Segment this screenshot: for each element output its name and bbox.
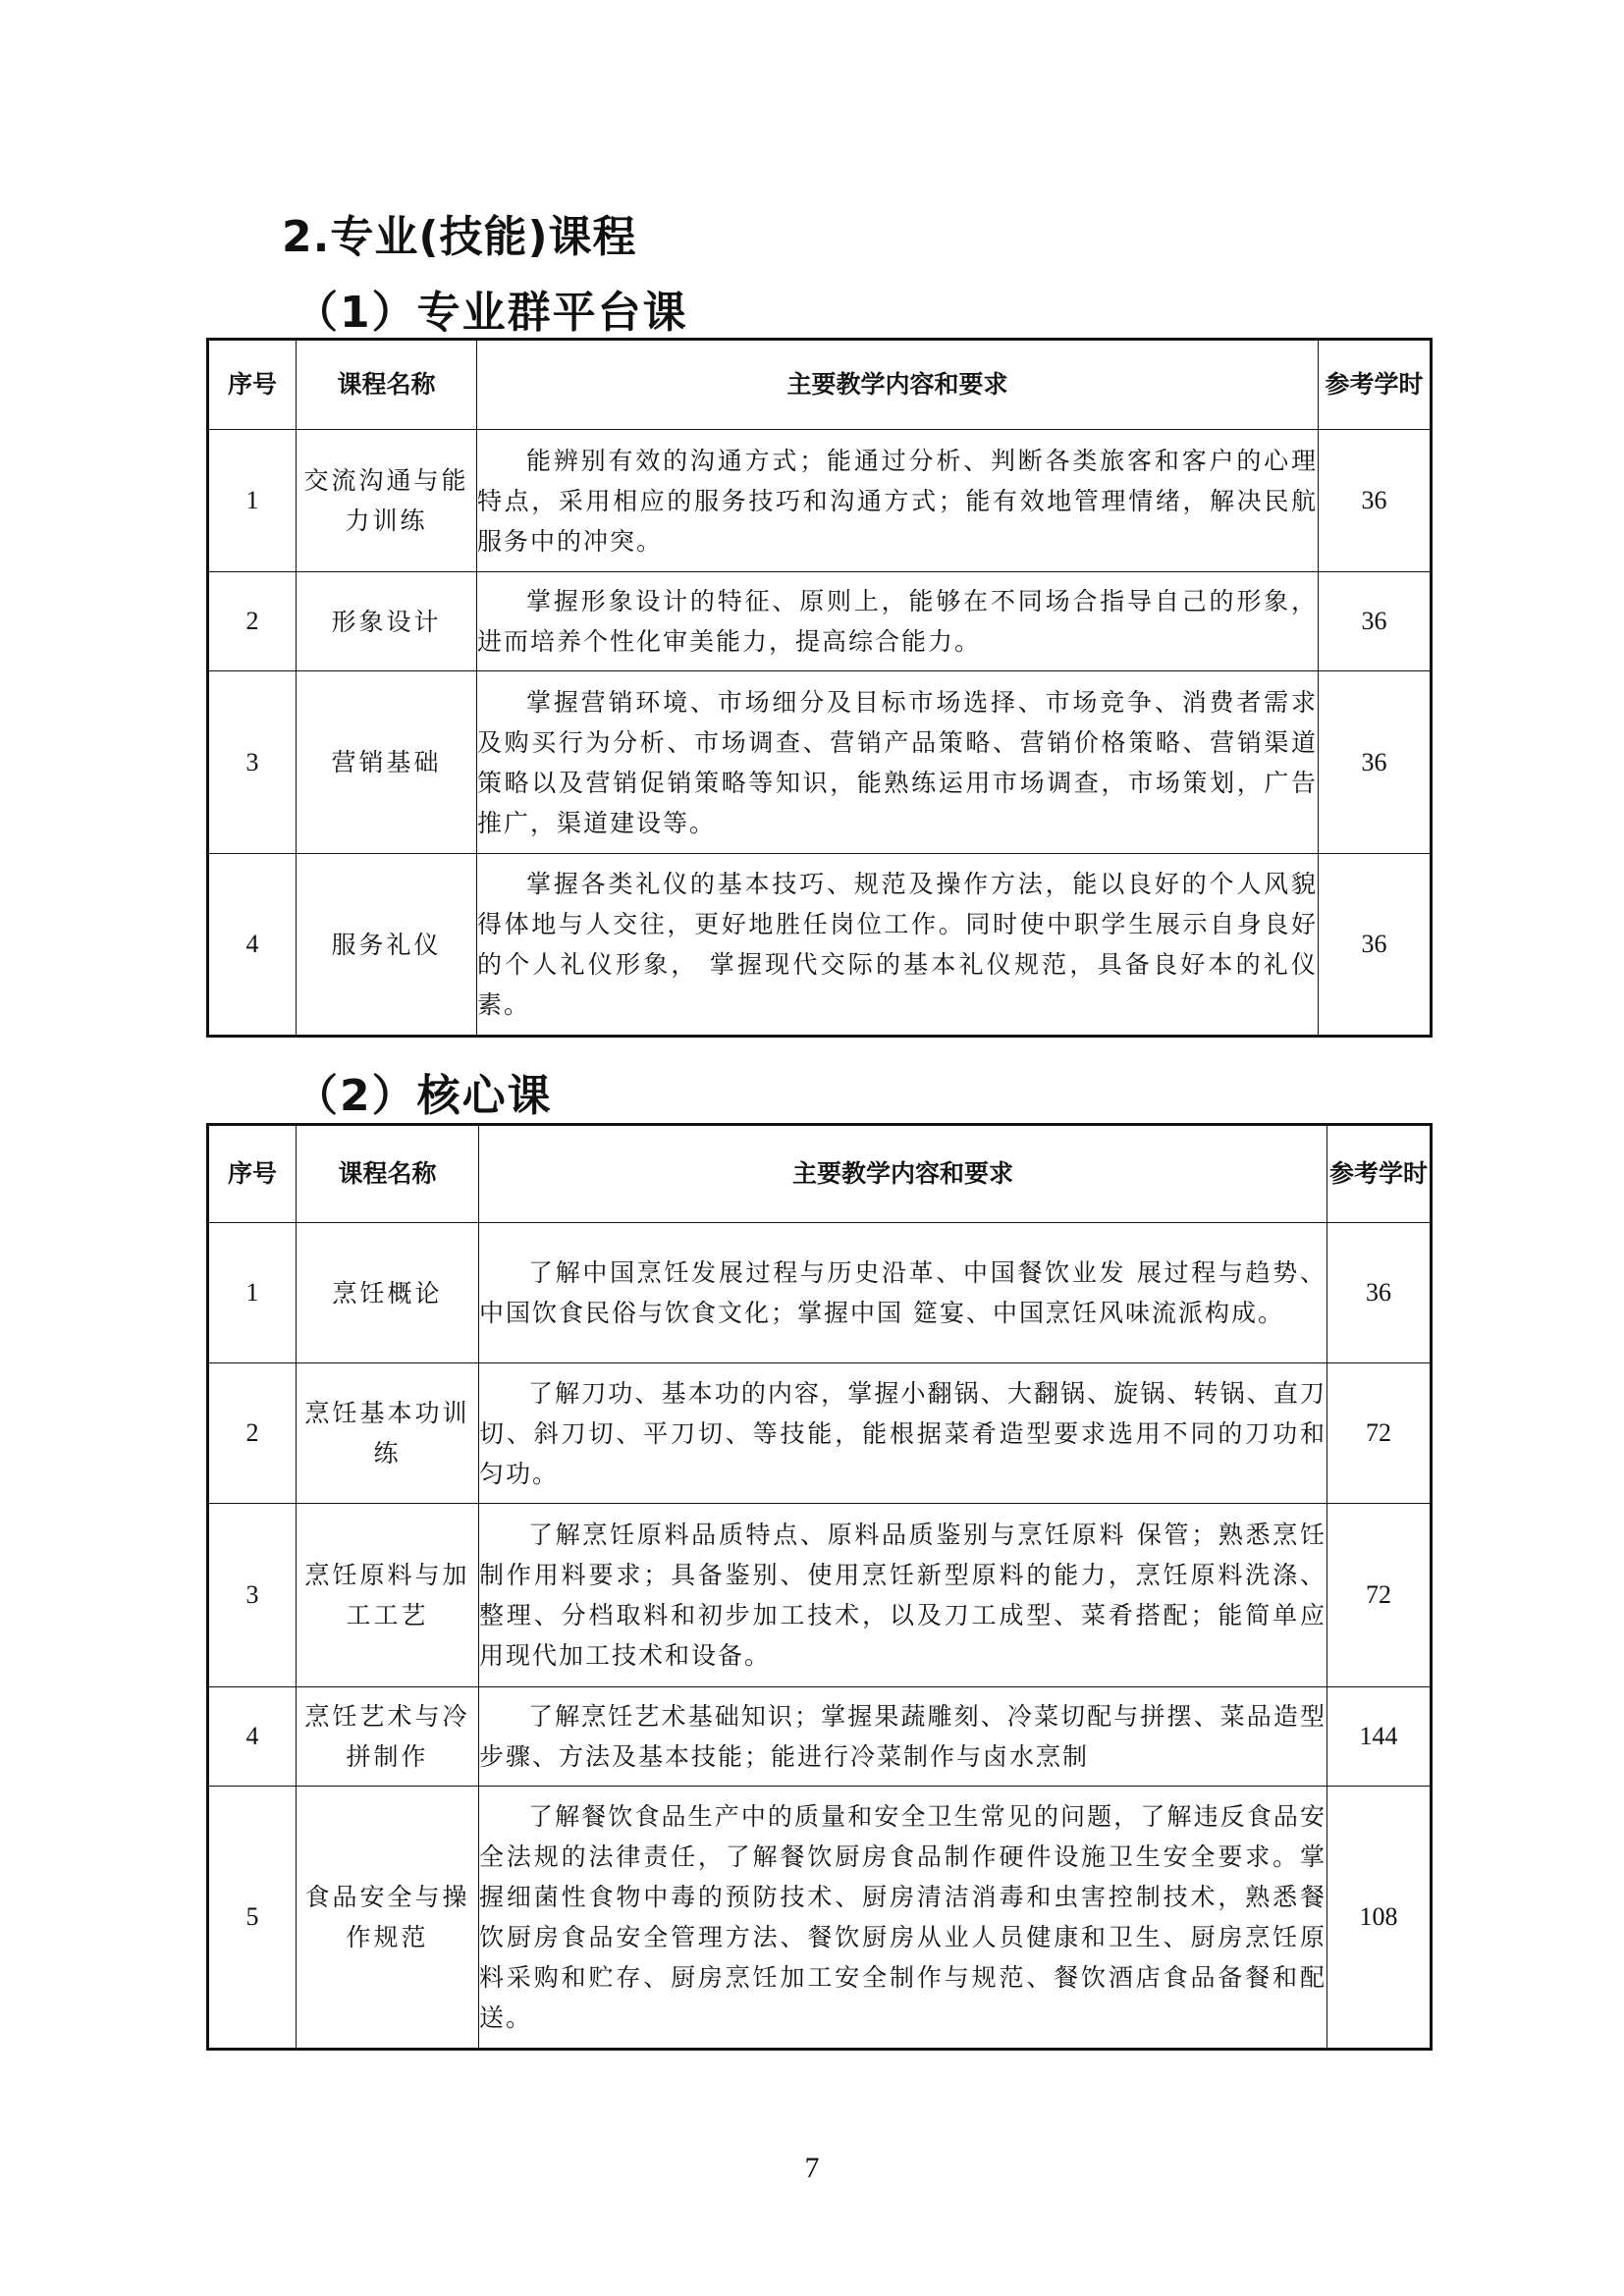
header-content: 主要教学内容和要求 bbox=[477, 340, 1319, 430]
table-row bbox=[208, 1687, 1432, 1787]
page-number: 7 bbox=[804, 2152, 820, 2184]
course-hours: 36 bbox=[1319, 671, 1432, 854]
course-hours: 144 bbox=[1327, 1687, 1432, 1787]
course-name: 交流沟通与能力训练 bbox=[297, 430, 477, 572]
course-content: 了解烹饪原料品质特点、原料品质鉴别与烹饪原料 保管；熟悉烹饪制作用料要求；具备鉴别、使用烹饪新型原料的能力，烹饪原料洗涤、整理、分档取料和初步加工技术，以及刀工成型、菜肴搭配；能简单应用现代加工技术和设备。 bbox=[479, 1504, 1327, 1687]
course-name: 烹饪原料与加工工艺 bbox=[297, 1504, 479, 1687]
subsection-title-platform: （1）专业群平台课 bbox=[295, 288, 688, 338]
course-content: 了解中国烹饪发展过程与历史沿革、中国餐饮业发 展过程与趋势、中国饮食民俗与饮食文化；掌握中国 筵宴、中国烹饪风味流派构成。 bbox=[479, 1223, 1327, 1363]
course-content: 了解餐饮食品生产中的质量和安全卫生常见的问题，了解违反食品安全法规的法律责任，了解餐饮厨房食品制作硬件设施卫生安全要求。掌握细菌性食物中毒的预防技术、厨房清洁消毒和虫害控制技术，熟悉餐饮厨房食品安全管理方法、餐饮厨房从业人员健康和卫生、厨房烹饪原料采购和贮存、厨房烹饪加工安全制作与规范、餐饮酒店食品备餐和配送。 bbox=[479, 1787, 1327, 2050]
subsection-title-core: （2）核心课 bbox=[295, 1071, 553, 1121]
row-number: 3 bbox=[208, 671, 297, 854]
row-number: 4 bbox=[208, 854, 297, 1037]
header-hours: 参考学时 bbox=[1319, 340, 1432, 430]
table-row bbox=[208, 430, 1432, 572]
course-content: 掌握各类礼仪的基本技巧、规范及操作方法，能以良好的个人风貌得体地与人交往，更好地胜任岗位工作。同时使中职学生展示自身良好的个人礼仪形象， 掌握现代交际的基本礼仪规范，具备良好本的礼仪素。 bbox=[477, 854, 1319, 1037]
header-name: 课程名称 bbox=[297, 340, 477, 430]
course-hours: 72 bbox=[1327, 1504, 1432, 1687]
header-name: 课程名称 bbox=[297, 1125, 479, 1223]
table-row bbox=[208, 671, 1432, 854]
row-number: 5 bbox=[208, 1787, 297, 2050]
row-number: 2 bbox=[208, 572, 297, 671]
table-row bbox=[208, 1363, 1432, 1504]
course-hours: 36 bbox=[1319, 854, 1432, 1037]
course-content: 掌握形象设计的特征、原则上，能够在不同场合指导自己的形象，进而培养个性化审美能力，提高综合能力。 bbox=[477, 572, 1319, 671]
course-content: 了解烹饪艺术基础知识；掌握果蔬雕刻、冷菜切配与拼摆、菜品造型步骤、方法及基本技能；能进行冷菜制作与卤水烹制 bbox=[479, 1687, 1327, 1787]
core-course-table bbox=[206, 1123, 1433, 2051]
table-row bbox=[208, 1787, 1432, 2050]
table-row bbox=[208, 572, 1432, 671]
row-number: 1 bbox=[208, 430, 297, 572]
table-row bbox=[208, 854, 1432, 1037]
course-hours: 36 bbox=[1319, 430, 1432, 572]
course-name: 烹饪基本功训练 bbox=[297, 1363, 479, 1504]
table-header-row bbox=[208, 1125, 1432, 1223]
course-content: 掌握营销环境、市场细分及目标市场选择、市场竞争、消费者需求及购买行为分析、市场调查、营销产品策略、营销价格策略、营销渠道策略以及营销促销策略等知识，能熟练运用市场调查，市场策划，广告推广，渠道建设等。 bbox=[477, 671, 1319, 854]
course-name: 烹饪艺术与冷拼制作 bbox=[297, 1687, 479, 1787]
row-number: 3 bbox=[208, 1504, 297, 1687]
course-name: 形象设计 bbox=[297, 572, 477, 671]
course-hours: 36 bbox=[1319, 572, 1432, 671]
header-no: 序号 bbox=[208, 340, 297, 430]
table-header-row bbox=[208, 340, 1432, 430]
header-hours: 参考学时 bbox=[1327, 1125, 1432, 1223]
table-row bbox=[208, 1223, 1432, 1363]
table-row bbox=[208, 1504, 1432, 1687]
header-no: 序号 bbox=[208, 1125, 297, 1223]
course-hours: 72 bbox=[1327, 1363, 1432, 1504]
course-name: 服务礼仪 bbox=[297, 854, 477, 1037]
course-name: 食品安全与操作规范 bbox=[297, 1787, 479, 2050]
row-number: 1 bbox=[208, 1223, 297, 1363]
course-content: 能辨别有效的沟通方式；能通过分析、判断各类旅客和客户的心理特点，采用相应的服务技巧和沟通方式；能有效地管理情绪，解决民航服务中的冲突。 bbox=[477, 430, 1319, 572]
section-title: 2.专业(技能)课程 bbox=[282, 212, 637, 262]
row-number: 2 bbox=[208, 1363, 297, 1504]
row-number: 4 bbox=[208, 1687, 297, 1787]
course-name: 烹饪概论 bbox=[297, 1223, 479, 1363]
course-hours: 108 bbox=[1327, 1787, 1432, 2050]
course-hours: 36 bbox=[1327, 1223, 1432, 1363]
course-name: 营销基础 bbox=[297, 671, 477, 854]
platform-course-table bbox=[206, 338, 1433, 1038]
header-content: 主要教学内容和要求 bbox=[479, 1125, 1327, 1223]
course-content: 了解刀功、基本功的内容，掌握小翻锅、大翻锅、旋锅、转锅、直刀切、斜刀切、平刀切、等技能，能根据菜肴造型要求选用不同的刀功和匀功。 bbox=[479, 1363, 1327, 1504]
